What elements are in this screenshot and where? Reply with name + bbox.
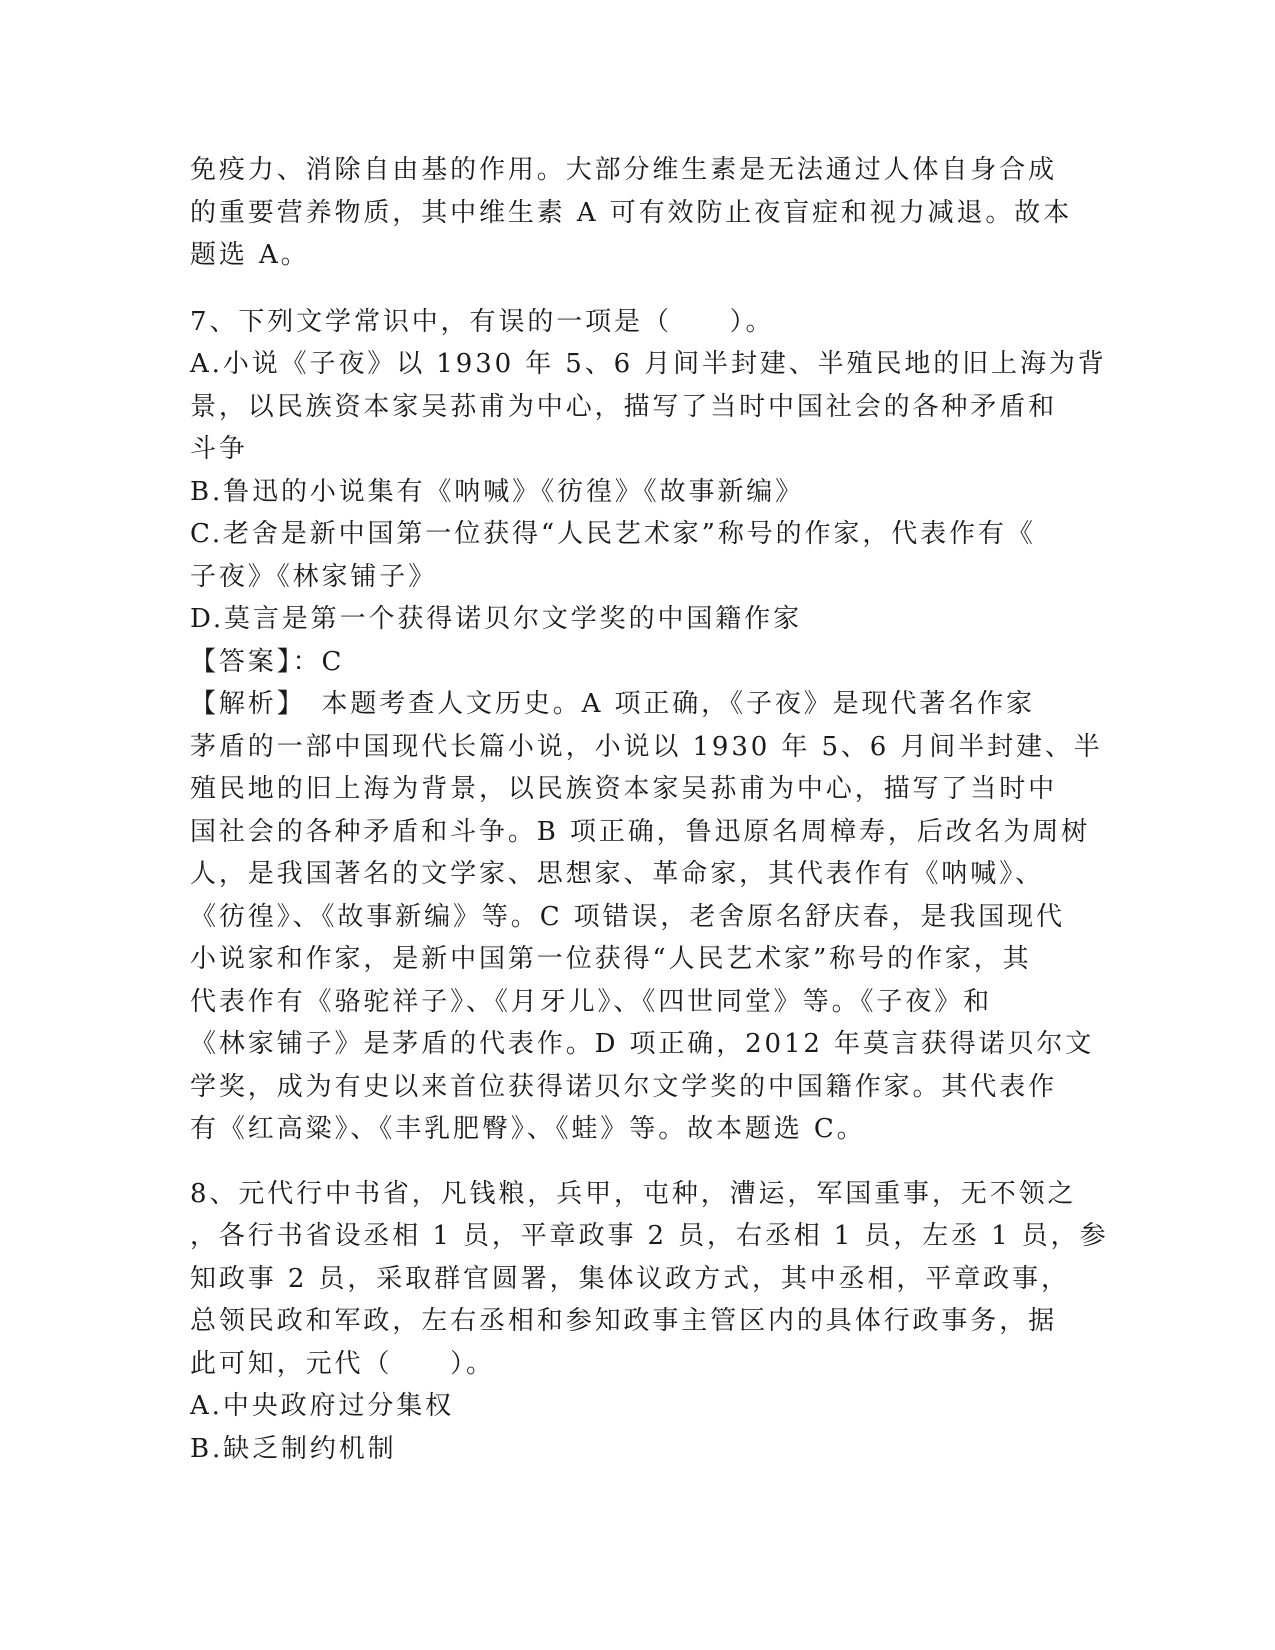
text-line: 题选 A。: [190, 240, 310, 270]
option-line: 子夜》《林家铺子》: [190, 561, 438, 592]
analysis-line: 《彷徨》、《故事新编》等。C 项错误，老舍原名舒庆春，是我国现代: [190, 901, 1065, 932]
answer: 【答案】：C: [190, 646, 345, 677]
analysis-line: 殖民地的旧上海为背景，以民族资本家吴荪甫为中心，描写了当时中: [190, 774, 1058, 804]
option-d: D.莫言是第一个获得诺贝尔文学奖的中国籍作家: [190, 604, 802, 634]
option-b: B.缺乏制约机制: [190, 1433, 397, 1464]
option-line: 斗争: [190, 434, 248, 464]
option-line: A.小说《子夜》以 1930 年 5、6 月间半封建、半殖民地的旧上海为背: [190, 349, 1107, 379]
analysis: [190, 683, 1103, 1151]
stem-line: 8、元代行中书省，凡钱粮，兵甲，屯种，漕运，军国重事，无不领之: [190, 1178, 1077, 1209]
analysis-line: 国社会的各种矛盾和斗争。B 项正确，鲁迅原名周樟寿，后改名为周树: [190, 816, 1091, 847]
option-c: [190, 513, 1090, 598]
analysis-line: 小说家和作家，是新中国第一位获得“人民艺术家”称号的作家，其: [190, 944, 1032, 974]
stem-line: 知政事 2 员，采取群官圆署，集体议政方式，其中丞相，平章政事，: [190, 1263, 1070, 1294]
analysis-line: 代表作有《骆驼祥子》、《月牙儿》、《四世同堂》等。《子夜》和: [190, 986, 993, 1017]
analysis-line: 有《红高粱》、《丰乳肥臀》、《蛙》等。故本题选 C。: [190, 1114, 866, 1144]
paragraph-gap: [190, 277, 1090, 301]
analysis-line: 人，是我国著名的文学家、思想家、革命家，其代表作有《呐喊》、: [190, 859, 1045, 889]
question-7: [190, 301, 1107, 1151]
paragraph-gap: [190, 1151, 1090, 1173]
option-line: 景，以民族资本家吴荪甫为中心，描写了当时中国社会的各种矛盾和: [190, 391, 1058, 422]
document-page: [190, 149, 1109, 1470]
analysis-line: 茅盾的一部中国现代长篇小说，小说以 1930 年 5、6 月间半封建、半: [190, 731, 1103, 762]
question-8: [190, 1173, 1109, 1471]
stem-line: 总领民政和军政，左右丞相和参知政事主管区内的具体行政事务，据: [190, 1306, 1058, 1336]
option-line: C.老舍是新中国第一位获得“人民艺术家”称号的作家，代表作有《: [190, 519, 1036, 549]
option-a: [190, 343, 1107, 471]
question-stem: 7、下列文学常识中，有误的一项是（ ）。: [190, 306, 775, 337]
question-stem: [190, 1173, 1109, 1386]
stem-line: 此可知，元代（ ）。: [190, 1348, 495, 1379]
option-a: A.中央政府过分集权: [190, 1391, 455, 1421]
analysis-line: 学奖，成为有史以来首位获得诺贝尔文学奖的中国籍作家。其代表作: [190, 1071, 1058, 1102]
text-line: 的重要营养物质，其中维生素 A 可有效防止夜盲症和视力减退。故本: [190, 197, 1073, 228]
analysis-line: 【解析】 本题考查人文历史。A 项正确，《子夜》是现代著名作家: [190, 689, 1035, 719]
stem-line: ，各行书省设丞相 1 员，平章政事 2 员，右丞相 1 员，左丞 1 员，参: [190, 1221, 1109, 1251]
option-b: B.鲁迅的小说集有《呐喊》《彷徨》《故事新编》: [190, 476, 805, 507]
text-line: 免疫力、消除自由基的作用。大部分维生素是无法通过人体自身合成: [190, 155, 1058, 185]
analysis-line: 《林家铺子》是茅盾的代表作。D 项正确，2012 年莫言获得诺贝尔文: [190, 1029, 1095, 1059]
previous-question-explanation: [190, 149, 1090, 277]
